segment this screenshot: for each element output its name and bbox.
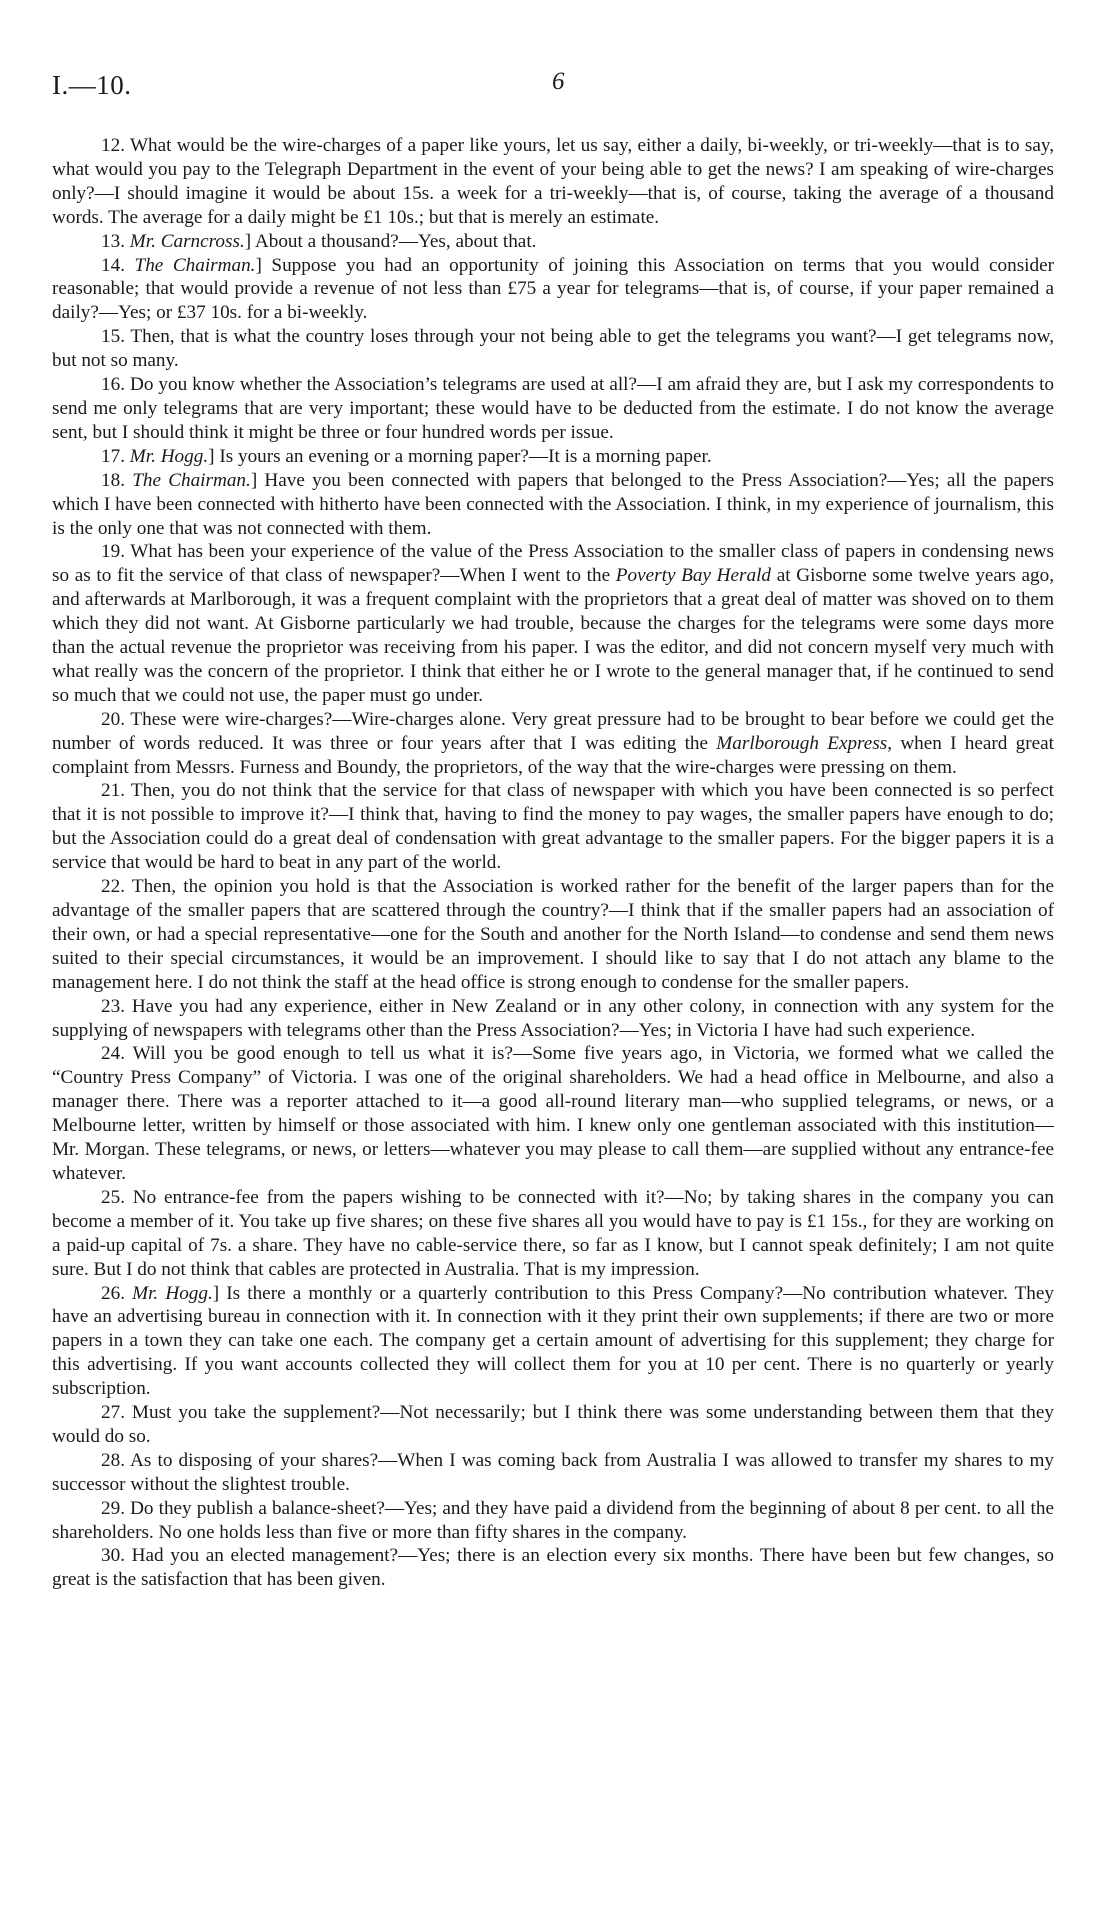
question-answer-paragraph — [52, 875, 1054, 995]
question-answer-paragraph — [52, 373, 1054, 445]
italic-text: The Chairman. — [132, 469, 251, 491]
question-answer-paragraph — [52, 1042, 1054, 1185]
italic-text: Poverty Bay Herald — [615, 565, 772, 587]
question-number: 19. — [101, 541, 125, 563]
question-answer-paragraph — [52, 445, 1054, 469]
question-answer-paragraph — [52, 134, 1054, 230]
paragraph-text: ] Is yours an evening or a morning paper?—It is a morning paper. — [208, 445, 712, 467]
paragraph-text: Then, the opinion you hold is that the Association is worked rather for the benefit of the larger papers than for the advantage of the smaller papers that are scattered through the country?—I think that if the smaller papers had an association of their own, or had a special representative—one for the South and another for the North Island—to condense and send them news suited to their special circumstances, it would be an improvement. I should like to say that I do not attach any blame to the management here. I do not think the staff at the head office is strong enough to condense for the smaller papers. — [52, 876, 1054, 993]
paragraph-text: Then, that is what the country loses through your not being able to get the telegrams you want?—I get telegrams now, but not so many. — [52, 326, 1054, 372]
italic-text: Mr. Carncross. — [129, 230, 245, 252]
question-number: 24. — [101, 1043, 125, 1065]
question-number: 27. — [101, 1402, 125, 1424]
paragraph-text: Then, you do not think that the service for that class of newspaper with which you have been connected is so perfect that it is not possible to improve it?—I think that, having to find the money to pay wages, the smaller papers have enough to do; but the Association could do a great deal of condensation with great advantage to the smaller papers. For the bigger papers it is a service that would be hard to beat in any part of the world. — [52, 780, 1054, 874]
paragraph-text: ] Suppose you had an opportunity of joining this Association on terms that you would consider reasonable; that would provide a revenue of not less than £75 a year for telegrams—that is, of course, if your paper remained a daily?—Yes; or £37 10s. for a bi-weekly. — [52, 254, 1055, 324]
question-answer-paragraph — [52, 1544, 1054, 1592]
paragraph-text: ] Is there a monthly or a quarterly contribution to this Press Company?—No contribution whatever. They have an advertising bureau in connection with it. In connection with it they print their own supplements; if there are two or more papers in a town they can take one each. The company get a certain amount of advertising for this supplement; they charge for this advertising. If you want accounts collected they will collect them for you at 10 per cent. There is no quarterly or yearly subscription. — [52, 1282, 1054, 1400]
paragraph-text: As to disposing of your shares?—When I was coming back from Australia I was allowed to transfer my shares to my successor without the slightest trouble. — [52, 1449, 1054, 1495]
question-number: 16. — [101, 374, 125, 396]
paragraph-text: These were wire-charges?—Wire-charges alone. Very great pressure had to be brought to bear before we could get the number of words reduced. It was three or four years after that I was editing the — [52, 708, 1054, 754]
question-number: 20. — [101, 708, 125, 730]
question-number: 25. — [101, 1186, 125, 1208]
question-answer-paragraph — [52, 469, 1054, 541]
question-answer-paragraph — [52, 325, 1054, 373]
question-number: 14. — [101, 254, 125, 276]
question-number: 21. — [101, 780, 125, 802]
question-answer-paragraph — [52, 1186, 1054, 1282]
question-number: 29. — [101, 1497, 125, 1519]
question-number: 17. — [101, 445, 125, 467]
paragraph-text: No entrance-fee from the papers wishing to be connected with it?—No; by taking shares in the company you can become a member of it. You take up five shares; on these five shares all you would have to pay is £1 15s., for they are working on a paid-up capital of 7s. a share. They have no cable-service there, so far as I know, but I cannot speak definitely; I am not quite sure. But I do not think that cables are protected in Australia. That is my impression. — [52, 1186, 1054, 1280]
question-number: 18. — [101, 469, 125, 491]
question-number: 30. — [101, 1545, 125, 1567]
paragraph-text: What would be the wire-charges of a paper like yours, let us say, either a daily, bi-weekly, or tri-weekly—that is to say, what would you pay to the Telegraph Department in the event of your being able to get the news? I am speaking of wire-charges only?—I should imagine it would be about 15s. a week for a tri-weekly—that is, of course, taking the average of a thousand words. The average for a daily might be £1 10s.; but that is merely an estimate. — [52, 135, 1054, 228]
question-answer-paragraph — [52, 1497, 1054, 1545]
italic-text: Mr. Hogg. — [129, 445, 209, 467]
paragraph-text: , when I heard great complaint from Messrs. Furness and Boundy, the proprietors, of the way that the wire-charges were pressing on them. — [52, 732, 1054, 778]
paragraph-text: Must you take the supplement?—Not necessarily; but I think there was some understanding between them that they would do so. — [52, 1402, 1054, 1447]
question-number: 13. — [101, 230, 125, 252]
paragraph-text: Have you had any experience, either in New Zealand or in any other colony, in connection with any system for the supplying of newspapers with telegrams other than the Press Association?—Yes; in Victoria I have had such experience. — [52, 995, 1054, 1041]
question-answer-paragraph — [52, 779, 1054, 875]
italic-text: Mr. Hogg. — [132, 1282, 213, 1304]
paragraph-text: ] About a thousand?—Yes, about that. — [244, 230, 537, 252]
question-answer-paragraph — [52, 230, 1054, 254]
page-header — [52, 70, 1054, 110]
question-number: 26. — [101, 1282, 125, 1304]
question-answer-paragraph — [52, 254, 1054, 326]
question-number: 15. — [101, 326, 125, 348]
question-answer-paragraph — [52, 1282, 1054, 1402]
question-answer-paragraph — [52, 708, 1054, 780]
question-number: 28. — [101, 1449, 125, 1471]
minutes-of-evidence — [52, 134, 1054, 1592]
question-answer-paragraph — [52, 540, 1054, 707]
paragraph-text — [125, 255, 135, 276]
paragraph-text: at Gisborne some twelve years ago, and afterwards at Marlborough, it was a frequent complaint with the proprietors that a great deal of matter was shoved on to them which they did not want. At Gisborne particularly we had trouble, because the charges for the telegrams were some days more than the actual revenue the proprietor was receiving from his paper. I was the editor, and did not concern myself very much with what really was the concern of the proprietor. I think that either he or I wrote to the general manager that, if he continued to send so much that we could not use, the paper must go under. — [52, 565, 1054, 706]
document-reference: I.—10. — [52, 70, 132, 100]
question-answer-paragraph — [52, 995, 1054, 1043]
italic-text: Marlborough Express — [716, 732, 888, 754]
paragraph-text: Do they publish a balance-sheet?—Yes; and they have paid a dividend from the beginning of about 8 per cent. to all the shareholders. No one holds less than five or more than fifty shares in the company. — [52, 1497, 1054, 1543]
question-number: 22. — [101, 876, 125, 898]
question-answer-paragraph — [52, 1401, 1054, 1449]
paragraph-text: Do you know whether the Association’s telegrams are used at all?—I am afraid they are, but I ask my correspondents to send me only telegrams that are very important; these would have to be deducted from the estimate. I do not know the average sent, but I should think it might be three or four hundred words per issue. — [52, 374, 1054, 443]
paragraph-text: Will you be good enough to tell us what it is?—Some five years ago, in Victoria, we formed what we called the “Country Press Company” of Victoria. I was one of the original shareholders. We had a head office in Melbourne, and also a manager there. There was a reporter attached to it—a good all-round literary man—who supplied telegrams, or news, or a Melbourne letter, written by himself or those associated with him. I knew only one gentleman associated with this institution—Mr. Morgan. These telegrams, or news, or letters—whatever you may please to call them—are supplied without any entrance-fee whatever. — [52, 1043, 1054, 1184]
paragraph-text: ] Have you been connected with papers that belonged to the Press Association?—Yes; all the papers which I have been connected with hitherto have been connected with the Association. I think, in my experience of journalism, this is the only one that was not connected with them. — [52, 469, 1055, 539]
question-answer-paragraph — [52, 1449, 1054, 1497]
question-number: 12. — [101, 135, 125, 156]
italic-text: The Chairman. — [134, 254, 256, 276]
paragraph-text: Had you an elected management?—Yes; there is an election every six months. There have been but few changes, so great is the satisfaction that has been given. — [52, 1545, 1054, 1591]
paragraph-text: What has been your experience of the value of the Press Association to the smaller class of papers in condensing news so as to fit the service of that class of newspaper?—When I went to the — [52, 541, 1054, 587]
page-number: 6 — [552, 68, 565, 95]
question-number: 23. — [101, 995, 125, 1017]
